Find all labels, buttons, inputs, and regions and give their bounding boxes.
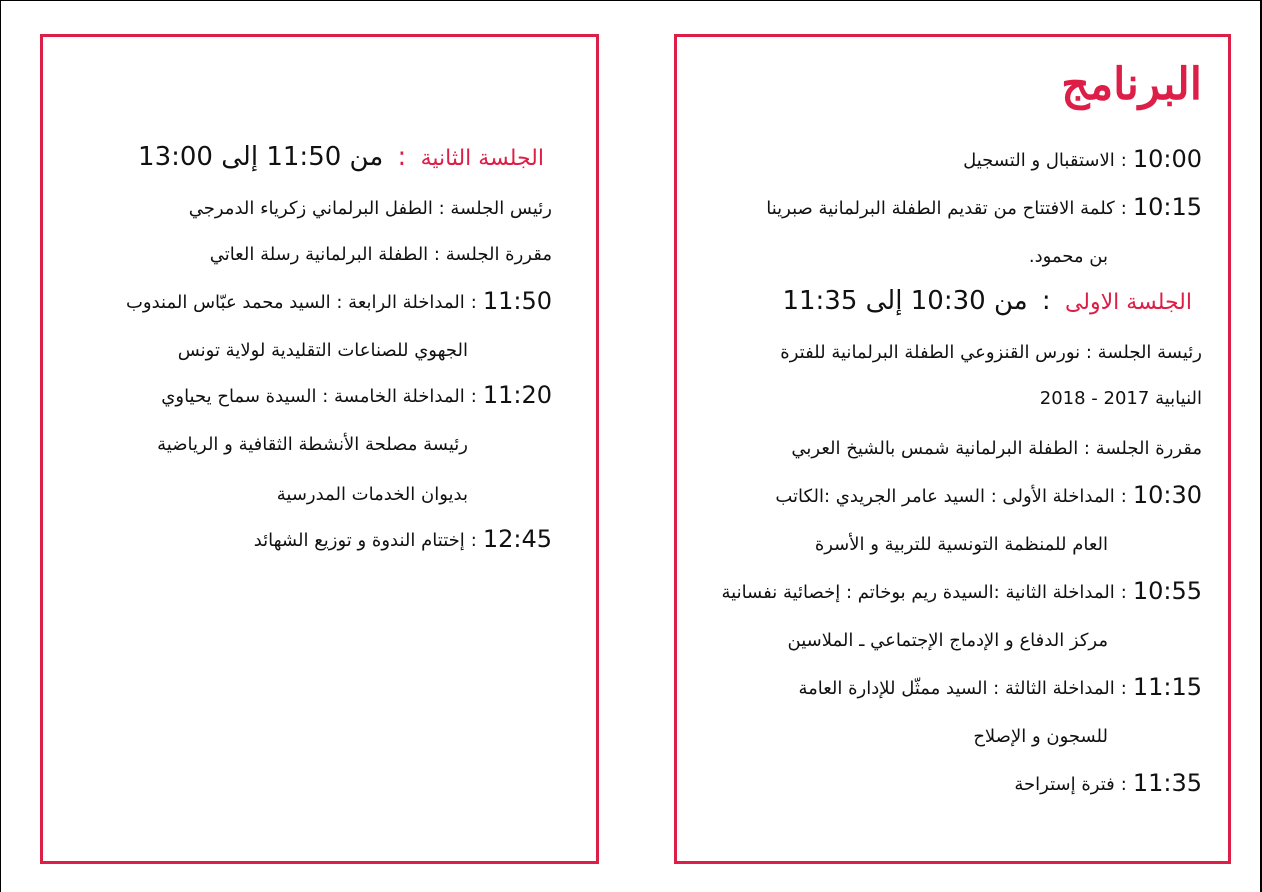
program-panel-left xyxy=(40,34,599,864)
session2-from: 11:50 xyxy=(266,142,342,172)
time-label: 12:45 xyxy=(482,525,552,553)
time-label: 11:50 xyxy=(482,287,552,315)
item-continuation: بن محمود. xyxy=(1028,246,1108,267)
session1-rapporteur: مقررة الجلسة : الطفلة البرلمانية شمس بالشيخ العربي xyxy=(791,438,1202,459)
talk-continuation: الجهوي للصناعات التقليدية لولاية تونس xyxy=(177,340,468,361)
schedule-item: 10:15:كلمة الافتتاح من تقديم الطفلة البرلمانية صبرينا xyxy=(766,193,1202,221)
time-label: 11:15 xyxy=(1132,673,1202,701)
talk-continuation: مركز الدفاع و الإدماج الإجتماعي ـ الملاسين xyxy=(787,630,1108,651)
time-label: 10:00 xyxy=(1132,145,1202,173)
talk-text: المداخلة الأولى : السيد عامر الجريدي :الكاتب xyxy=(775,486,1115,507)
session2-to: 13:00 xyxy=(138,142,213,172)
item-text: الاستقبال و التسجيل xyxy=(963,150,1115,171)
talk-text: المداخلة الرابعة : السيد محمد عبّاس المندوب xyxy=(125,292,465,313)
item-text: كلمة الافتتاح من تقديم الطفلة البرلمانية صبرينا xyxy=(766,198,1115,219)
talk-text: المداخلة الثالثة : السيد ممثّل للإدارة العامة xyxy=(798,678,1115,699)
session1-chair-cont: النيابية 2017 - 2018 xyxy=(1039,388,1202,409)
talk-continuation: بديوان الخدمات المدرسية xyxy=(276,484,468,505)
session1-to: 11:35 xyxy=(782,286,858,316)
talk-text: إختتام الندوة و توزيع الشهائد xyxy=(253,530,465,551)
talk-item: 11:50:المداخلة الرابعة : السيد محمد عبّاس المندوب xyxy=(125,287,552,315)
session1-range: من 10:30 إلى 11:35 xyxy=(782,286,1028,316)
session1-name: الجلسة الاولى xyxy=(1064,290,1192,315)
schedule-item: 10:00:الاستقبال و التسجيل xyxy=(963,145,1202,173)
talk-text: المداخلة الخامسة : السيدة سماح يحياوي xyxy=(161,386,465,407)
session2-range: من 11:50 إلى 13:00 xyxy=(138,142,384,172)
talk-text: فترة إستراحة xyxy=(1014,774,1115,795)
session2-heading: الجلسة الثانية : من 11:50 إلى 13:00 xyxy=(138,142,544,172)
time-label: 10:30 xyxy=(1132,481,1202,509)
talk-continuation: للسجون و الإصلاح xyxy=(973,726,1108,747)
time-label: 11:20 xyxy=(482,381,552,409)
talk-continuation: رئيسة مصلحة الأنشطة الثقافية و الرياضية xyxy=(157,434,468,455)
time-label: 10:15 xyxy=(1132,193,1202,221)
time-label: 11:35 xyxy=(1132,769,1202,797)
talk-item: 11:20:المداخلة الخامسة : السيدة سماح يحياوي xyxy=(161,381,552,409)
session1-from: 10:30 xyxy=(910,286,986,316)
session1-chair: رئيسة الجلسة : نورس القنزوعي الطفلة البرلمانية للفترة xyxy=(780,342,1202,363)
page-edge-top xyxy=(0,0,1262,1)
program-panel-right xyxy=(674,34,1231,864)
program-title: البرنامج xyxy=(1061,59,1202,110)
talk-item: 12:45:إختتام الندوة و توزيع الشهائد xyxy=(253,525,552,553)
talk-item: 11:15:المداخلة الثالثة : السيد ممثّل للإدارة العامة xyxy=(798,673,1202,701)
time-label: 10:55 xyxy=(1132,577,1202,605)
page-edge-left xyxy=(0,0,1,892)
session2-name: الجلسة الثانية xyxy=(420,146,544,171)
talk-item: 10:55:المداخلة الثانية :السيدة ريم بوخاتم : إخصائية نفسانية xyxy=(721,577,1202,605)
session2-chair: رئيس الجلسة : الطفل البرلماني زكرياء الدمرجي xyxy=(188,198,552,219)
talk-item: 10:30:المداخلة الأولى : السيد عامر الجريدي :الكاتب xyxy=(775,481,1202,509)
talk-text: المداخلة الثانية :السيدة ريم بوخاتم : إخصائية نفسانية xyxy=(721,582,1115,603)
session1-heading: الجلسة الاولى : من 10:30 إلى 11:35 xyxy=(782,286,1192,316)
session2-rapporteur: مقررة الجلسة : الطفلة البرلمانية رسلة العاتي xyxy=(209,244,552,265)
talk-continuation: العام للمنظمة التونسية للتربية و الأسرة xyxy=(814,534,1108,555)
talk-item: 11:35:فترة إستراحة xyxy=(1014,769,1202,797)
